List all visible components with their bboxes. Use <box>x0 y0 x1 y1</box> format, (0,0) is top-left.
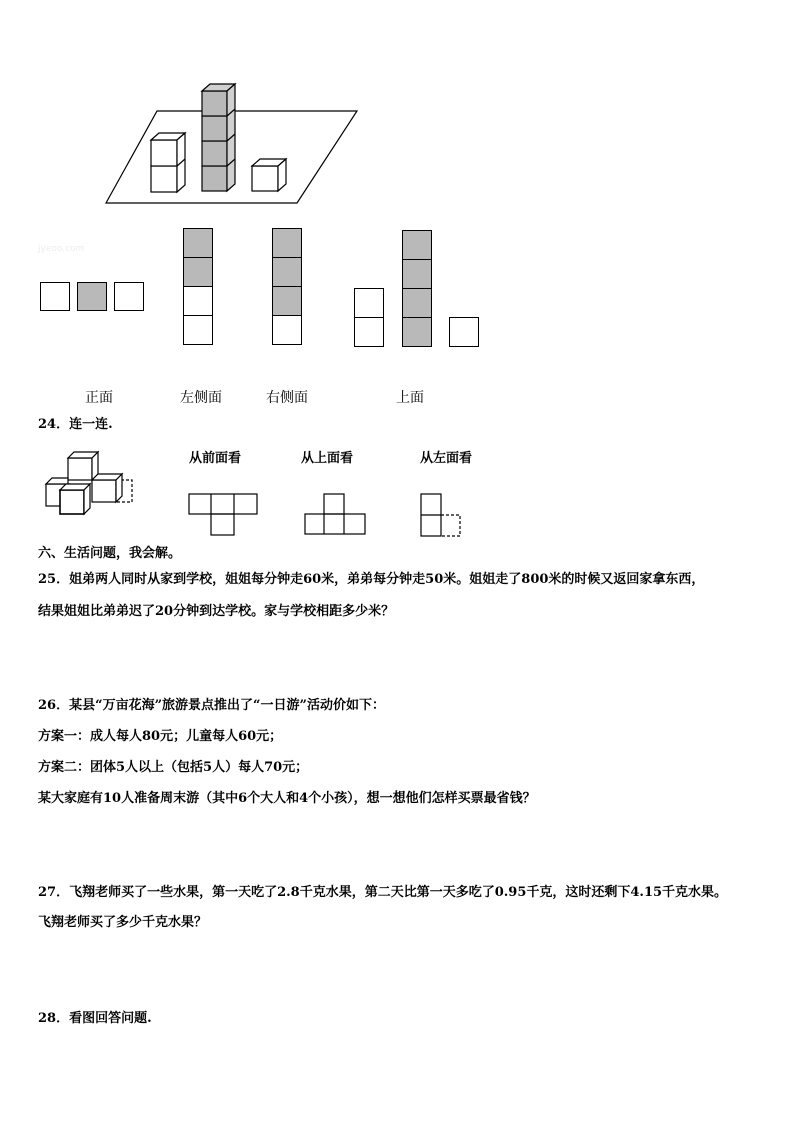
square-shaded <box>183 228 213 258</box>
square <box>272 315 302 345</box>
square-shaded <box>402 230 432 260</box>
q24-front-view-shape <box>188 493 258 543</box>
q24-title: 24．连一连. <box>38 417 113 432</box>
square <box>183 286 213 316</box>
square-shaded <box>402 317 432 347</box>
q25-line-1: 25．姐弟两人同时从家到学校，姐姐每分钟走60米，弟弟每分钟走50米。姐姐走了800米的时候又返回家拿东西， <box>38 572 705 587</box>
section-6-title: 六、生活问题，我会解。 <box>38 546 182 561</box>
q26-line-2: 方案一：成人每人80元；儿童每人60元； <box>38 729 283 744</box>
square-shaded <box>183 257 213 287</box>
square <box>354 317 384 347</box>
q24-left-view-shape <box>420 493 470 543</box>
square-shaded <box>402 288 432 318</box>
q24-heading-front: 从前面看 <box>189 451 242 466</box>
q24-heading-top: 从上面看 <box>301 451 354 466</box>
square-shaded <box>402 259 432 289</box>
square-shaded <box>272 228 302 258</box>
q24-cube-figure <box>40 448 170 528</box>
square-shaded <box>272 257 302 287</box>
watermark: jyeoo.com <box>38 244 85 254</box>
label-left-side: 左侧面 <box>180 390 222 406</box>
q25-line-2: 结果姐姐比弟弟迟了20分钟到达学校。家与学校相距多少米？ <box>38 604 395 619</box>
label-top: 上面 <box>396 390 424 406</box>
square <box>354 288 384 318</box>
square <box>40 282 70 311</box>
square <box>114 282 144 311</box>
q26-line-4: 某大家庭有10人准备周末游（其中6个大人和4个小孩），想一想他们怎样买票最省钱？ <box>38 791 536 806</box>
q24-top-view-shape <box>304 493 374 543</box>
q26-line-1: 26．某县“万亩花海”旅游景点推出了“一日游”活动价如下： <box>38 698 386 713</box>
q26-line-3: 方案二：团体5人以上（包括5人）每人70元； <box>38 760 309 775</box>
q28-title: 28．看图回答问题. <box>38 1011 152 1026</box>
q27-line-1: 27．飞翔老师买了一些水果，第一天吃了2.8千克水果，第二天比第一天多吃了0.95千克，这时还剩下4.15千克水果。 <box>38 885 728 900</box>
square <box>449 317 479 347</box>
cube-stacks-figure <box>0 0 794 220</box>
q27-line-2: 飞翔老师买了多少千克水果？ <box>38 915 208 930</box>
label-front: 正面 <box>85 390 113 406</box>
q24-heading-left: 从左面看 <box>420 451 473 466</box>
square <box>183 315 213 345</box>
square-shaded <box>77 282 107 311</box>
label-right-side: 右侧面 <box>266 390 308 406</box>
square-shaded <box>272 286 302 316</box>
